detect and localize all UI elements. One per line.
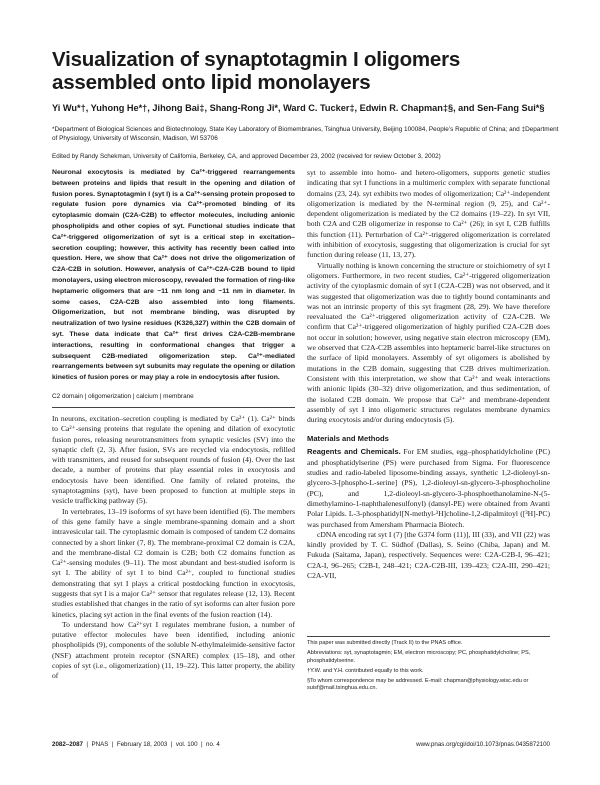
left-body-text xyxy=(52,414,295,682)
body-paragraph: In vertebrates, 13–19 isoforms of syt have been identified (6). The members of this gene family have a single membrane-spanning domain and a short intravesicular tail. The cytoplasmic domain is composed of tandem C2 domains connected by a short linker (7, 8). The membrane-proximal C2 domain is C2A, and the membrane-distal C2 domain is C2B; both C2 domains function as Ca²⁺-sensing modules (9–11). The most abundant and best-studied isoform is syt I. The ability of syt I to bind Ca²⁺, coupled to functional studies demonstrating that syt I plays a critical postdocking function in exocytosis, suggests that syt I is a major Ca²⁺ sensor that regulates release (12, 13). Recent studies established that changes in the ratio of syt isoforms can alter fusion pore kinetics, placing syt action in the final events of the fusion reaction (14). xyxy=(52,506,295,619)
reagents-runin-heading: Reagents and Chemicals. xyxy=(307,447,401,457)
affiliations: *Department of Biological Sciences and Biotechnology, State Key Laboratory of Biomembranes, Tsinghua University, Beijing 100084, People’s Republic of China; and ‡Department of Physiology, University of Wisconsin, Madison, WI 53706 xyxy=(52,126,559,142)
footnote: §To whom correspondence may be addressed. E-mail: chapman@physiology.wisc.edu or suisf@mail.tsinghua.edu.cn. xyxy=(307,678,529,692)
keywords-divider xyxy=(52,407,295,408)
body-paragraph: syt to assemble into homo- and hetero-oligomers, supports genetic studies indicating that syt I functions in a multimeric complex with separate functional domains (23, 24). syt exhibits two modes of oligomerization; Ca²⁺-independent oligomerization is mediated by the N-terminal region (9, 25), and Ca²⁺-dependent oligomerization is mediated by the C2 domains (19–22). In syt VII, both C2A and C2B oligomerize in response to Ca²⁺ (26); in syt I, C2B fulfills this function (11). Perturbation of Ca²⁺-triggered oligomerization is correlated with inhibition of exocytosis, suggesting that oligomerization is crucial for syt function during release (11, 13, 27). xyxy=(307,168,550,260)
methods-reagents-paragraph xyxy=(307,447,550,529)
methods-heading: Materials and Methods xyxy=(307,434,389,444)
body-paragraph: To understand how Ca²⁺syt I regulates membrane fusion, a number of putative effector molecules have been identified, including anionic phospholipids (9), components of the soluble N-ethylmaleimide-sensitive factor (NSF) attachment protein receptor (SNARE) complex (15–18), and other copies of syt (i.e., oligomerization) (11, 19–22). This latter property, the ability of xyxy=(52,619,295,681)
footer-citation: 2082–2087 | PNAS | February 18, 2003 | vol. 100 | no. 4 xyxy=(52,741,220,748)
footer-pages: 2082–2087 xyxy=(52,741,83,748)
footnote: This paper was submitted directly (Track II) to the PNAS office. xyxy=(307,640,463,646)
left-column xyxy=(52,168,295,682)
abstract: Neuronal exocytosis is mediated by Ca²⁺-triggered rearrangements between proteins and lipids that result in the opening and dilation of fusion pores. Synaptotagmin I (syt I) is a Ca²⁺-sensing protein proposed to regulate fusion pore dynamics via Ca²⁺-promoted binding of its cytoplasmic domain (C2A-C2B) to effector molecules, including anionic phospholipids and other copies of syt. Functional studies indicate that Ca²⁺-triggered oligomerization of syt is a critical step in excitation–secretion coupling; however, this activity has recently been called into question. Here, we show that Ca²⁺ does not drive the oligomerization of C2A-C2B in solution. However, analysis of Ca²⁺-C2A-C2B bound to lipid monolayers, using electron microscopy, revealed the formation of ring-like heptameric oligomers that are ~11 nm long and ~11 nm in diameter. In some cases, C2A-C2B also assembled into long filaments. Oligomerization, but not membrane binding, was disrupted by neutralization of two lysine residues (K326,327) within the C2B domain of syt. These data indicate that Ca²⁺ first drives C2A-C2B-membrane interactions, resulting in conformational changes that trigger a subsequent C2B-mediated oligomerization step. Ca²⁺-mediated rearrangements between syt subunits may regulate the opening or dilation kinetics of fusion pores or may play a role in endocytosis after fusion. xyxy=(52,169,296,382)
body-paragraph: Virtually nothing is known concerning the structure or stoichiometry of syt I oligomers. Furthermore, in two recent studies, Ca²⁺-triggered oligomerization activity of the cytoplasmic domain of syt I (C2A-C2B) was not observed, and it was suggested that oligomerization was due to tightly bound contaminants and was not an intrinsic property of this syt fragment (28, 29). We have therefore reevaluated the Ca²⁺-triggered oligomerization activity of C2A-C2B. We confirm that Ca²⁺-triggered oligomerization of highly purified C2A-C2B does not occur in solution; however, using negative stain electron microscopy (EM), we observed that C2A-C2B assembles into heptameric barrel-like structures on the surface of lipid monolayers. Assembly of syt oligomers is abolished by mutations in the C2B domain, suggesting that C2B drives multimerization. Consistent with this interpretation, we show that Ca²⁺ and weak interactions with anionic lipids (30–32) drive oligomerization, and thus sedimentation, of the isolated C2B domain. We propose that Ca²⁺ and membrane-dependent assembly of syt I into oligomeric structures regulates membrane dynamics during exocytosis and/or during endocytosis (5). xyxy=(307,260,550,425)
reagents-text: For EM studies, egg–phosphatidylcholine (PC) and phosphatidylserine (PS) were purchased from Sigma. For fluorescence studies and radio-labeled liposome-binding assays, synthetic 1,2-dioleoyl-sn-glycero-3-[phospho-L-serine] (PS), 1,2-dioleoyl-sn-glycero-3-phosphocholine (PC), and 1,2-dioleoyl-sn-glycero-3-phosphoethanolamine-N-(5-dimethylamino-1-naphthalenesulfonyl) (dansyl-PE) were obtained from Avanti Polar Lipids. L-3-phosphatidyl[N-methyl-³H]choline-1,2-dipalmitoyl ([³H]-PC) was purchased from Amersham Pharmacia Biotech. xyxy=(307,447,550,529)
footnotes xyxy=(307,636,550,696)
body-paragraph: In neurons, excitation–secretion coupling is mediated by Ca²⁺ (1). Ca²⁺ binds to Ca²⁺-sensing proteins that regulate the opening and dilation of exocytotic fusion pores, releasing neurotransmitters from synaptic vesicles (SV) into the synaptic cleft (2, 3). After fusion, SVs are recycled via endocytosis, refilled with transmitters, and reused for subsequent rounds of fusion (4). Over the last decade, a number of proteins that play essential roles in exocytosis and endocytosis have been identified. One family of related proteins, the synaptotagmins (syt), have been proposed to function at multiple steps in vesicle trafficking pathway (5). xyxy=(52,413,295,506)
footnote: Abbreviations: syt, synaptotagmin; EM, electron microscopy; PC, phosphatidylcholine; PS, phosphatidylserine. xyxy=(307,650,531,664)
right-column xyxy=(307,168,550,581)
footer-doi-link[interactable]: www.pnas.org/cgi/doi/10.1073/pnas.0435872100 xyxy=(416,741,550,748)
author-list: Yi Wu*†, Yuhong He*†, Jihong Bai‡, Shang-Rong Ji*, Ward C. Tucker‡, Edwin R. Chapman‡§, and Sen-Fang Sui*§ xyxy=(52,103,545,113)
methods-cdna-paragraph: cDNA encoding rat syt I (7) [the G374 form (11)], III (33), and VII (22) was kindly provided by T. C. Südhof (Dallas), S. Seino (Chiba, Japan) and M. Fukuda (Saitama, Japan), respectively. Sequences were: C2A-C2B-I, 96–421; C2A-I, 96–265; C2B-I, 248–421; C2A-C2B-III, 139–423; C2A-III, 290–421; C2A-VII, xyxy=(307,529,550,580)
footer-volume: vol. 100 xyxy=(175,741,198,748)
edited-by-line: Edited by Randy Schekman, University of California, Berkeley, CA, and approved December 23, 2002 (received for review October 3, 2002) xyxy=(52,153,441,160)
footnote: †Y.W. and Y.H. contributed equally to this work. xyxy=(307,667,424,674)
footer-date: February 18, 2003 xyxy=(116,741,168,748)
paper-title: Visualization of synaptotagmin I oligomers assembled onto lipid monolayers xyxy=(52,48,461,94)
footer-journal: PNAS xyxy=(91,741,109,748)
keywords: C2 domain | oligomerization | calcium | membrane xyxy=(52,392,194,400)
right-body-text xyxy=(307,168,550,581)
page-footer xyxy=(52,741,550,751)
footer-issue: no. 4 xyxy=(206,741,220,748)
